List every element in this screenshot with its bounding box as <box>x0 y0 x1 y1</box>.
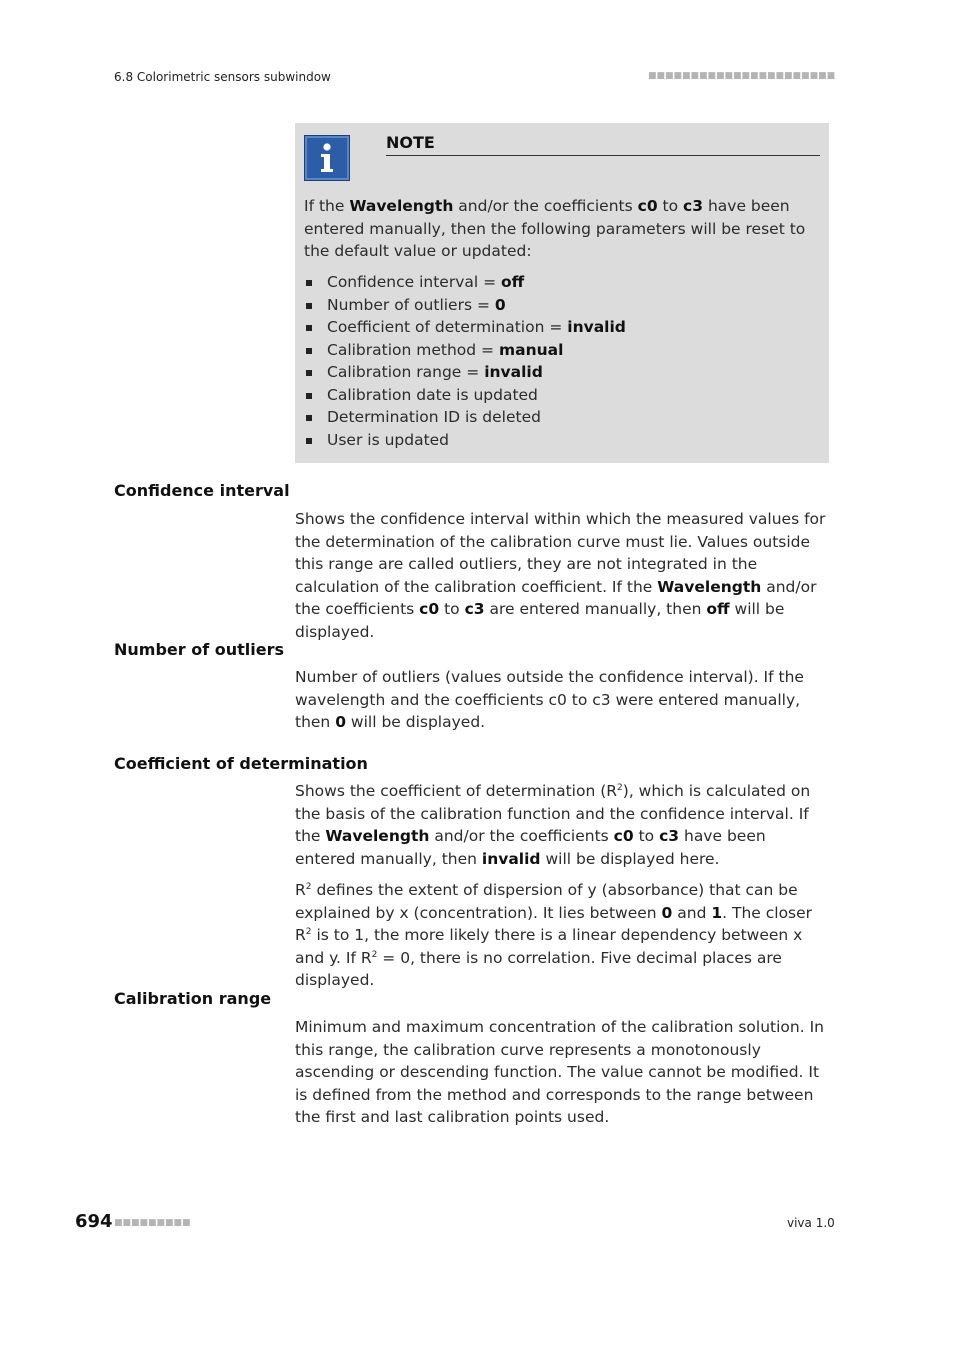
term-number-of-outliers: Number of outliers <box>114 640 285 659</box>
list-item: User is updated <box>304 429 626 452</box>
desc-coefficient-of-determination: Shows the coefficient of determination $(R^2)$, which is calculated on the basis of the calibration function and the confidence interval. If the Wavelength and/or the coefficients c0 to c3 have been entered manually, then invalid will be displayed here. <box>295 782 811 868</box>
desc-number-of-outliers: Number of outliers (values outside the confidence interval). If the wavelength and the coefficients c0 to c3 were entered manually, then 0 will be displayed. <box>295 668 804 731</box>
desc-coefficient-of-determination-2: $R^2$ defines the extent of dispersion of y (absorbance) that can be explained by x (concentration). It lies between 0 and 1. The closer $R^2$ is to 1, the more likely there is a linear dependency between x and y. If $R^2 = 0$, there is no correlation. Five decimal places are displayed. <box>295 881 813 989</box>
header-dots: ■■■■■■■■■■■■■■■■■■■■■■ <box>648 71 836 81</box>
desc-calibration-range: Minimum and maximum concentration of the calibration solution. In this range, the calibration curve represents a monotonously ascending or descending function. The value cannot be modified. It is defined from the method and corresponds to the range between the first and last calibration points used. <box>295 1018 824 1126</box>
note-intro: If the Wavelength and/or the coefficients c0 to c3 have been entered manually, then the following parameters will be reset to the default value or updated: <box>304 197 806 260</box>
list-item: Coefficient of determination = invalid <box>304 316 626 339</box>
term-coefficient-of-determination: Coefficient of determination <box>114 754 368 773</box>
product-version: viva 1.0 <box>787 1216 835 1230</box>
list-item: Calibration range = invalid <box>304 361 626 384</box>
list-item: Determination ID is deleted <box>304 406 626 429</box>
list-item: Calibration date is updated <box>304 384 626 407</box>
running-header: 6.8 Colorimetric sensors subwindow <box>114 70 331 84</box>
term-calibration-range: Calibration range <box>114 989 272 1008</box>
list-item: Calibration method = manual <box>304 339 626 362</box>
note-divider <box>386 155 820 156</box>
note-list <box>304 271 626 451</box>
list-item: Confidence interval = off <box>304 271 626 294</box>
page-number: 694 <box>75 1211 113 1232</box>
note-box <box>295 123 829 463</box>
desc-confidence-interval: Shows the confidence interval within which the measured values for the determination of the calibration curve must lie. Values outside this range are called outliers, they are not integrated in the calculation of the calibration coefficient. If the Wavelength and/or the coefficients c0 to c3 are entered manually, then off will be displayed. <box>295 510 826 641</box>
footer-dots: ■■■■■■■■■ <box>114 1218 191 1228</box>
note-title: NOTE <box>386 133 435 152</box>
term-confidence-interval: Confidence interval <box>114 481 290 500</box>
info-icon <box>304 135 350 181</box>
list-item: Number of outliers = 0 <box>304 294 626 317</box>
